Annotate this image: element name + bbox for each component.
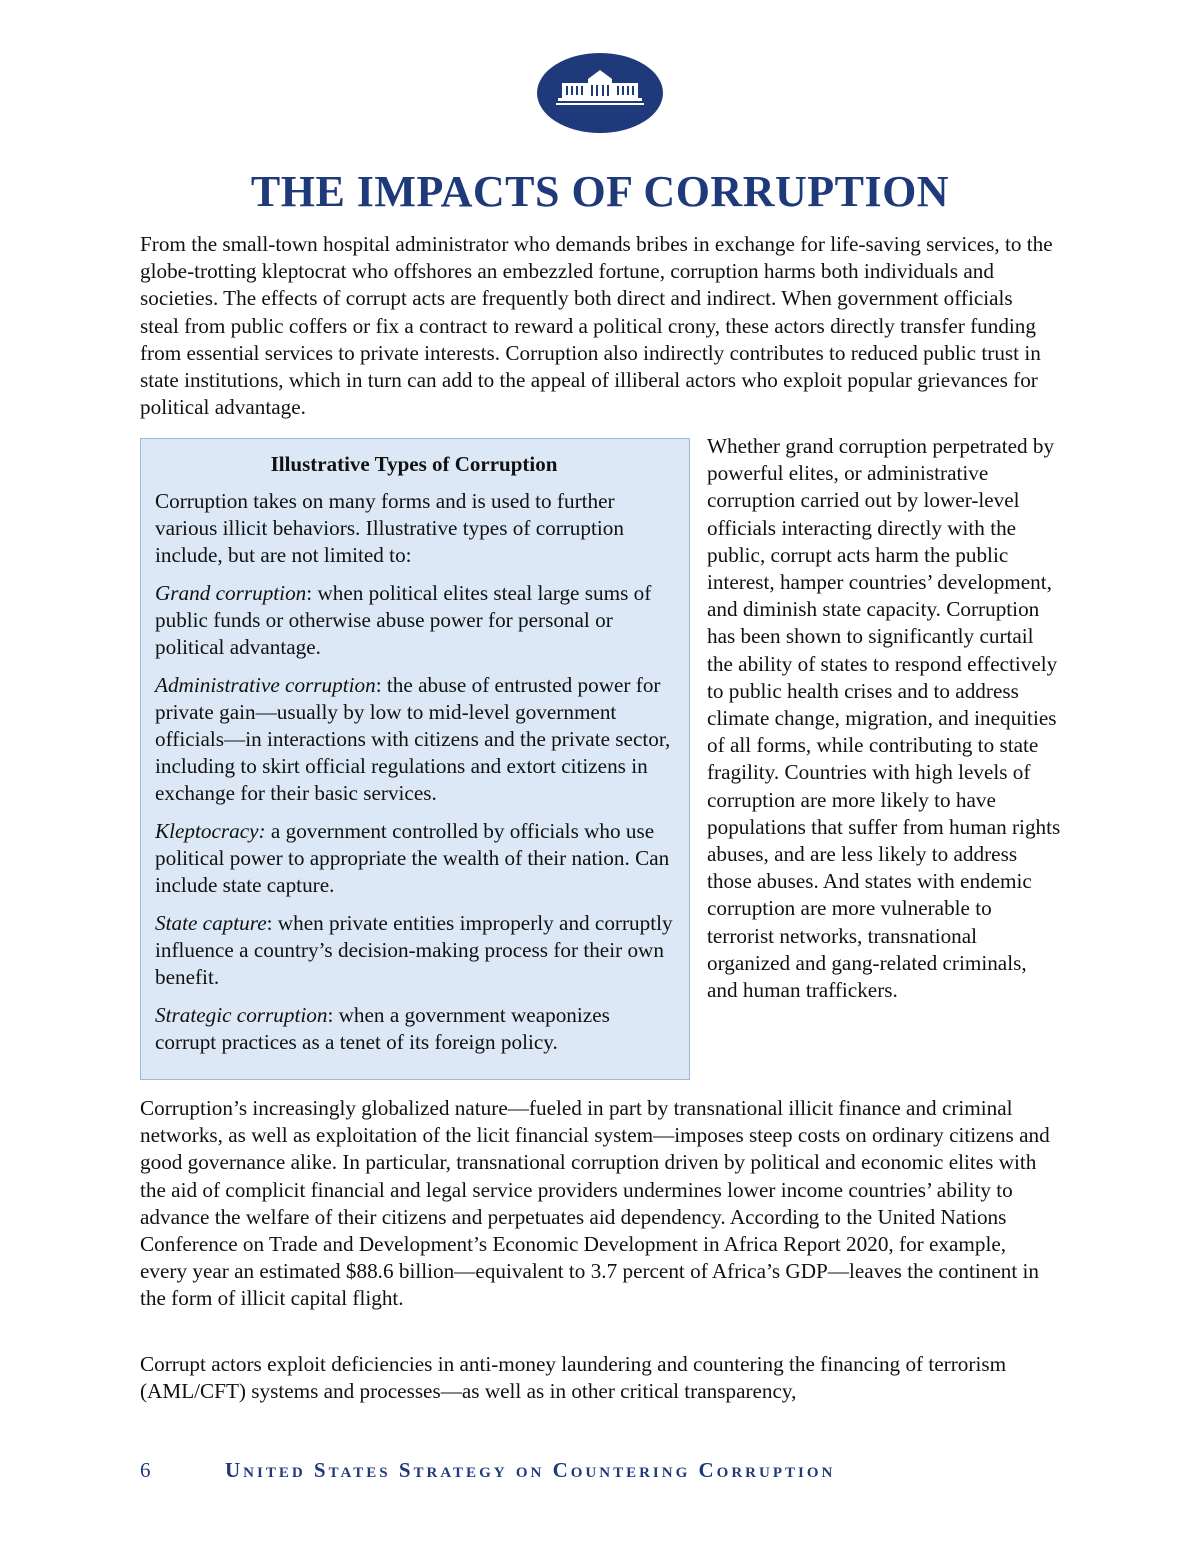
sidebar-item-strategic-corruption: Strategic corruption: when a government weaponizes corrupt practices as a tenet of its foreign policy.	[155, 1003, 610, 1054]
white-house-seal-icon	[536, 52, 664, 134]
sidebar-intro: Corruption takes on many forms and is used to further various illicit behaviors. Illustrative types of corruption include, but are not limited to:	[155, 489, 624, 567]
footer-document-title: United States Strategy on Countering Corruption	[225, 1458, 836, 1482]
sidebar-box	[140, 438, 690, 1080]
sidebar-term: Grand corruption	[155, 581, 307, 605]
page-title: THE IMPACTS OF CORRUPTION	[250, 167, 950, 216]
page-footer	[140, 1458, 1040, 1488]
sidebar-item-state-capture: State capture: when private entities improperly and corruptly influence a country’s decision-making process for their own benefit.	[155, 911, 673, 989]
sidebar-definition: the abuse of entrusted power for private gain—usually by low to mid-level government officials—in interactions with citizens and the private sector, including to skirt official regulations and extort citizens in exchange for their basic services.	[155, 673, 671, 805]
sidebar-definition: when political elites steal large sums of public funds or otherwise abuse power for personal or political advantage.	[155, 581, 652, 659]
sidebar-item-administrative-corruption: Administrative corruption: the abuse of entrusted power for private gain—usually by low to mid-level government officials—in interactions with citizens and the private sector, including to skirt official regulations and extort citizens in exchange for their basic services.	[155, 673, 671, 805]
globalized-corruption-paragraph: Corruption’s increasingly globalized nature—fueled in part by transnational illicit finance and criminal networks, as well as exploitation of the licit financial system—imposes steep costs on ordinary citizens and good governance alike. In particular, transnational corruption driven by political and economic elites with the aid of complicit financial and legal service providers undermines lower income countries’ ability to advance the welfare of their citizens and perpetuates aid dependency. According to the United Nations Conference on Trade and Development’s Economic Development in Africa Report 2020, for example, every year an estimated $88.6 billion—equivalent to 3.7 percent of Africa’s GDP—leaves the continent in the form of illicit capital flight.	[140, 1096, 1050, 1311]
sidebar-item-kleptocracy	[155, 818, 673, 899]
aml-cft-paragraph: Corrupt actors exploit deficiencies in anti-money laundering and countering the financing of terrorism (AML/CFT) systems and processes—as well as in other critical transparency,	[140, 1352, 1007, 1404]
sidebar-term: Strategic corruption	[155, 1003, 328, 1027]
page-number: 6	[140, 1458, 151, 1482]
sidebar-term: Administrative corruption	[155, 673, 376, 697]
sidebar-definition: when a government weaponizes corrupt practices as a tenet of its foreign policy.	[155, 1003, 610, 1054]
sidebar-item-grand-corruption: Grand corruption: when political elites steal large sums of public funds or otherwise abuse power for personal or political advantage.	[155, 581, 652, 659]
side-paragraph: Whether grand corruption perpetrated by powerful elites, or administrative corruption carried out by lower-level officials interacting directly with the public, corrupt acts harm the public interest, hamper countries’ development, and diminish state capacity. Corruption has been shown to significantly curtail the ability of states to respond effectively to public health crises and to address climate change, migration, and inequities of all forms, while contributing to state fragility. Countries with high levels of corruption are more likely to have populations that suffer from human rights abuses, and are less likely to address those abuses. And states with endemic corruption are more vulnerable to terrorist networks, transnational organized and gang-related criminals, and human traffickers.	[707, 434, 1061, 1003]
sidebar-term: Kleptocracy:	[155, 819, 266, 843]
sidebar-term: State capture	[155, 911, 267, 935]
sidebar-definition: when private entities improperly and corruptly influence a country’s decision-making process for their own benefit.	[155, 911, 673, 989]
sidebar-title: Illustrative Types of Corruption	[270, 452, 558, 476]
intro-paragraph: From the small-town hospital administrator who demands bribes in exchange for life-saving services, to the globe-trotting kleptocrat who offshores an embezzled fortune, corruption harms both individuals and societies. The effects of corrupt acts are frequently both direct and indirect. When government officials steal from public coffers or fix a contract to reward a political crony, these actors directly transfer funding from essential services to private interests. Corruption also indirectly contributes to reduced public trust in state institutions, which in turn can add to the appeal of illiberal actors who exploit popular grievances for political advantage.	[140, 232, 1053, 420]
sidebar-definition: a government controlled by officials who use political power to appropriate the wealth of their nation. Can include state capture.	[155, 819, 670, 897]
